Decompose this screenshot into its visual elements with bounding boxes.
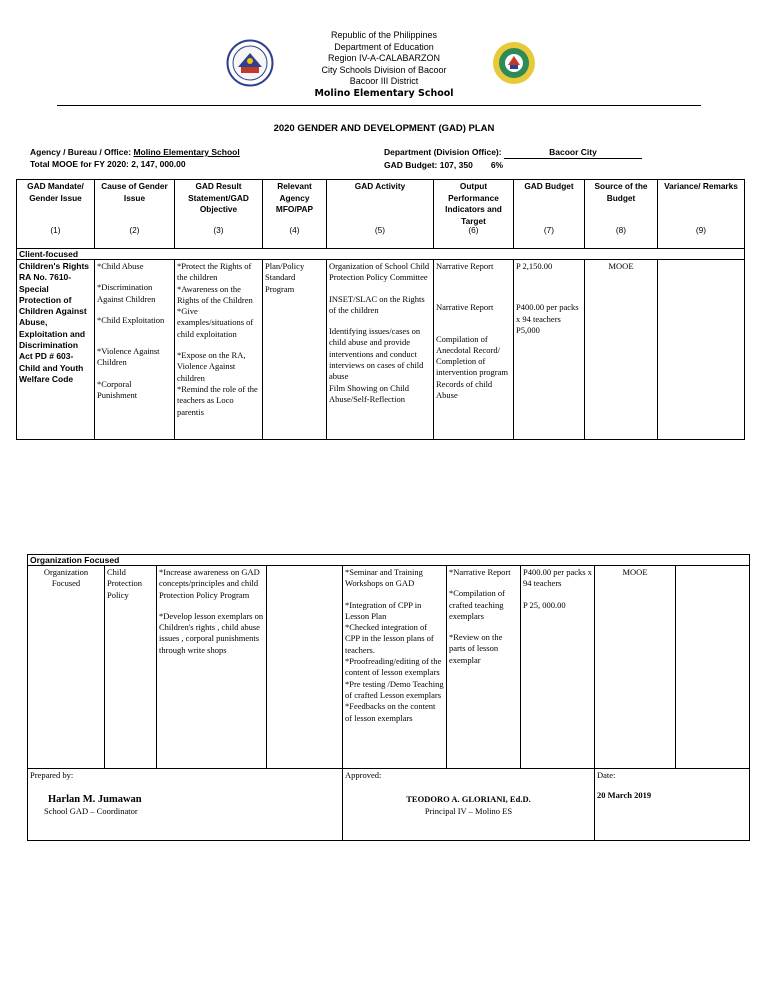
budget-cell bbox=[514, 260, 585, 440]
approved-block bbox=[343, 769, 595, 841]
cause-item: *Discrimination Against Children bbox=[97, 282, 156, 304]
section-row-client bbox=[17, 249, 745, 260]
activity-item: Organization of School Child Protection Policy Committee bbox=[329, 261, 430, 283]
header-line3: Region IV-A-CALABARZON bbox=[327, 53, 441, 63]
result-cell bbox=[175, 260, 263, 440]
header-line1: Republic of the Philippines bbox=[330, 30, 438, 40]
col-header-8: Source of the Budget (8) bbox=[585, 180, 658, 249]
signature-row bbox=[28, 769, 750, 841]
dept-label: Department (Division Office): bbox=[384, 147, 504, 157]
gad-budget-label: GAD Budget: bbox=[384, 160, 440, 170]
output-item: Compilation of Anecdotal Record/ Completion of intervention program bbox=[436, 333, 508, 378]
result-item: *Protect the Rights of the children bbox=[177, 261, 252, 283]
output-item: Narrative Report bbox=[436, 302, 494, 313]
agency-label: Agency / Bureau / Office: bbox=[30, 147, 134, 157]
activity-item: *Feedbacks on the content of lesson exemplars bbox=[345, 701, 436, 723]
result-item: *Increase awareness on GAD concepts/principles and child Protection Policy Program bbox=[159, 567, 260, 600]
activity-item: *Checked integration of CPP in the lesson plans of teachers. bbox=[345, 622, 434, 655]
section-row-org bbox=[28, 555, 750, 566]
output-item: *Review on the parts of lesson exemplar bbox=[449, 632, 503, 665]
mooe-value: 2, 147, 000.00 bbox=[131, 159, 186, 169]
output-cell bbox=[447, 566, 521, 769]
output-item: Narrative Report bbox=[436, 261, 494, 271]
activity-item: *Seminar and Training Workshops on GAD bbox=[345, 567, 423, 589]
col-header-1: GAD Mandate/ Gender Issue (1) bbox=[17, 180, 95, 249]
mandate-cell: Children's Rights RA No. 7610-Special Protection of Children Against Abuse, Exploitation and Discrimination Act PD # 603- Child and Youth Welfare Code bbox=[17, 260, 95, 440]
budget-cell bbox=[521, 566, 595, 769]
school-name: Molino Elementary School bbox=[314, 87, 454, 99]
prepared-role: School GAD – Coordinator bbox=[44, 805, 138, 816]
result-cell bbox=[157, 566, 267, 769]
remarks-cell bbox=[676, 566, 750, 769]
header-line4: City Schools Division of Bacoor bbox=[321, 64, 447, 75]
gad-budget-value: 107, 350 bbox=[439, 160, 473, 170]
cause-item: *Violence Against Children bbox=[97, 346, 160, 368]
budget-item: P400.00 per packs x 94 teachers P5,000 bbox=[516, 302, 579, 335]
mooe-label: Total MOOE for FY 2020: bbox=[30, 159, 132, 169]
activity-cell bbox=[343, 566, 447, 769]
result-item: *Expose on the RA, Violence Against children bbox=[177, 350, 246, 383]
cause-item: *Child Abuse bbox=[97, 261, 144, 271]
result-item: *Develop lesson exemplars on Children's rights , child abuse issues , corporal punishments through write shops bbox=[159, 610, 264, 655]
gad-plan-table-client bbox=[16, 179, 745, 440]
activity-item: *Proofreading/editing of the content of lesson exemplars bbox=[345, 656, 442, 678]
col-header-4: Relevant Agency MFO/PAP (4) bbox=[263, 180, 327, 249]
gad-plan-table-org bbox=[27, 554, 750, 841]
output-item: Records of child Abuse bbox=[436, 378, 493, 401]
header-divider bbox=[57, 105, 701, 106]
mandate-cell: Organization Focused bbox=[28, 566, 105, 769]
prepared-block bbox=[28, 769, 343, 841]
output-cell bbox=[434, 260, 514, 440]
budget-item: P400.00 per packs x 94 teachers bbox=[523, 567, 592, 589]
remarks-cell bbox=[658, 260, 745, 440]
agency-value: Molino Elementary School bbox=[133, 147, 240, 157]
prepared-label: Prepared by: bbox=[30, 770, 74, 780]
department-info bbox=[384, 146, 642, 171]
prepared-name: Harlan M. Jumawan bbox=[48, 794, 142, 806]
section-label-org: Organization Focused bbox=[28, 555, 750, 566]
activity-item: Identifying issues/cases on child abuse and provide interventions and conduct interviews on cases of child abuse bbox=[329, 326, 424, 382]
letterhead bbox=[0, 30, 768, 99]
cause-item: *Child Exploitation bbox=[97, 314, 165, 325]
col-header-6: Output Performance Indicators and Target (6) bbox=[434, 180, 514, 249]
col-header-9: Variance/ Remarks (9) bbox=[658, 180, 745, 249]
activity-item: Film Showing on Child Abuse/Self-Reflection bbox=[329, 382, 410, 404]
budget-item: P 2,150.00 bbox=[516, 261, 553, 271]
header-line2: Department of Education bbox=[334, 41, 434, 52]
activity-cell bbox=[327, 260, 434, 440]
table-row bbox=[17, 260, 745, 440]
output-item: *Narrative Report bbox=[449, 567, 511, 577]
table-row bbox=[28, 566, 750, 769]
result-item: *Remind the role of the teachers as Loco parentis bbox=[177, 383, 258, 417]
activity-item: *Pre testing /Demo Teaching of crafted Lesson exemplars bbox=[345, 678, 444, 700]
header-line5: Bacoor III District bbox=[349, 76, 419, 86]
mfo-cell bbox=[267, 566, 343, 769]
dept-value: Bacoor City bbox=[504, 146, 642, 159]
source-cell: MOOE bbox=[585, 260, 658, 440]
cause-cell: Child Protection Policy bbox=[105, 566, 157, 769]
section-label-client: Client-focused bbox=[17, 249, 745, 260]
col-header-2: Cause of Gender Issue (2) bbox=[95, 180, 175, 249]
col-header-3: GAD Result Statement/GAD Objective (3) bbox=[175, 180, 263, 249]
approved-role: Principal IV – Molino ES bbox=[424, 805, 513, 816]
col-header-5: GAD Activity (5) bbox=[327, 180, 434, 249]
date-block bbox=[595, 769, 750, 841]
output-item: *Compilation of crafted teaching exemplars bbox=[449, 588, 505, 621]
cause-item: *Corporal Punishment bbox=[97, 378, 138, 401]
date-label: Date: bbox=[597, 770, 616, 780]
page-title: 2020 GENDER AND DEVELOPMENT (GAD) PLAN bbox=[273, 123, 495, 134]
gad-budget-percent: 6% bbox=[490, 160, 504, 170]
activity-item: INSET/SLAC on the Rights of the children bbox=[329, 293, 425, 315]
cause-cell bbox=[95, 260, 175, 440]
approved-name: TEODORO A. GLORIANI, Ed.D. bbox=[406, 794, 531, 805]
budget-item: P 25, 000.00 bbox=[523, 599, 566, 610]
column-header-row bbox=[17, 180, 745, 249]
col-header-7: GAD Budget (7) bbox=[514, 180, 585, 249]
source-cell: MOOE bbox=[595, 566, 676, 769]
mfo-cell: Plan/Policy Standard Program bbox=[263, 260, 327, 440]
result-item: *Awareness on the Rights of the Children bbox=[177, 283, 253, 305]
activity-item: *Integration of CPP in Lesson Plan bbox=[345, 599, 422, 621]
approved-label: Approved: bbox=[345, 770, 382, 780]
result-item: *Give examples/situations of child exploitation bbox=[177, 306, 254, 339]
agency-info bbox=[30, 146, 240, 170]
date-value: 20 March 2019 bbox=[597, 790, 652, 801]
